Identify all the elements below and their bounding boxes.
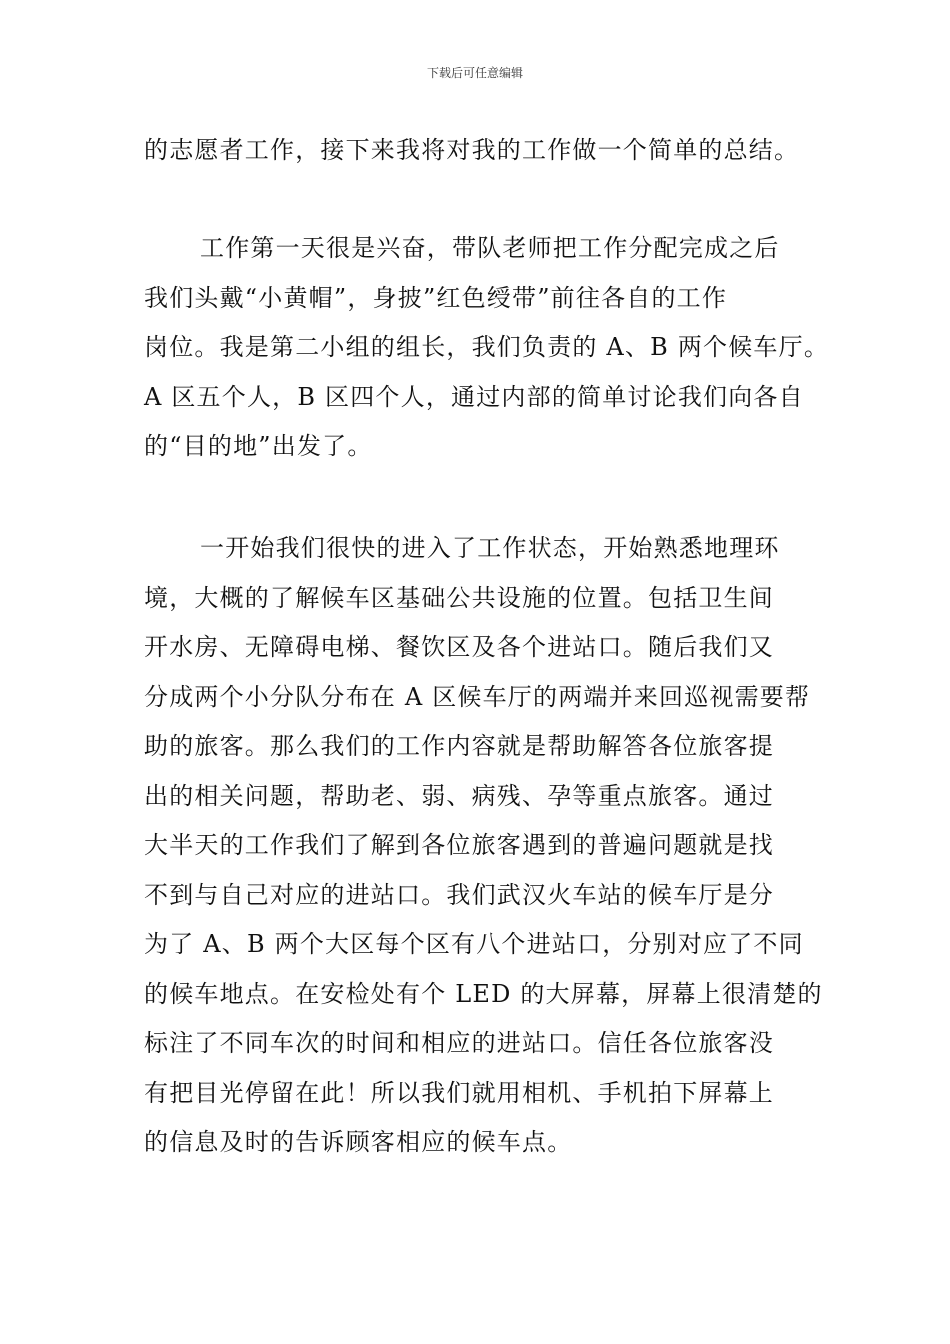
paragraph-line: 的候车地点。在安检处有个 LED 的大屏幕，屏幕上很清楚的 bbox=[144, 979, 823, 1008]
paragraph-line: 的“目的地”出发了。 bbox=[144, 432, 373, 460]
paragraph-line: 有把目光停留在此！所以我们就用相机、手机拍下屏幕上 bbox=[144, 1078, 774, 1107]
paragraph-line: 出的相关问题，帮助老、弱、病残、孕等重点旅客。通过 bbox=[144, 781, 774, 810]
paragraph-line: 大半天的工作我们了解到各位旅客遇到的普遍问题就是找 bbox=[144, 831, 774, 859]
paragraph-1 bbox=[144, 126, 816, 176]
paragraph-line: 境，大概的了解候车区基础公共设施的位置。包括卫生间 bbox=[144, 583, 774, 612]
paragraph-2 bbox=[144, 224, 830, 472]
paragraph-line: 开水房、无障碍电梯、餐饮区及各个进站口。随后我们又 bbox=[144, 633, 774, 661]
paragraph-line: 一开始我们很快的进入了工作状态，开始熟悉地理环 bbox=[200, 534, 780, 562]
paragraph-line: 为了 A、B 两个大区每个区有八个进站口，分别对应了不同 bbox=[144, 930, 804, 958]
paragraph-line: 分成两个小分队分布在 A 区候车厅的两端并来回巡视需要帮 bbox=[144, 682, 811, 711]
paragraph-line: A 区五个人，B 区四个人，通过内部的简单讨论我们向各自 bbox=[144, 382, 804, 411]
paragraph-line: 不到与自己对应的进站口。我们武汉火车站的候车厅是分 bbox=[144, 880, 774, 909]
paragraph-line: 标注了不同车次的时间和相应的进站口。信任各位旅客没 bbox=[144, 1029, 774, 1057]
paragraph-line: 岗位。我是第二小组的组长，我们负责的 A、B 两个候车厅。 bbox=[144, 333, 830, 361]
paragraph-line: 助的旅客。那么我们的工作内容就是帮助解答各位旅客提 bbox=[144, 732, 774, 760]
paragraph-line: 的信息及时的告诉顾客相应的候车点。 bbox=[144, 1128, 573, 1156]
paragraph-line: 我们头戴“小黄帽”，身披”红色绶带”前往各自的工作 bbox=[144, 283, 728, 312]
page-header: 下载后可任意编辑 bbox=[426, 66, 523, 80]
paragraph-line: 工作第一天很是兴奋，带队老师把工作分配完成之后 bbox=[200, 234, 780, 262]
paragraph-line: 的志愿者工作，接下来我将对我的工作做一个简单的总结。 bbox=[144, 136, 800, 164]
paragraph-3 bbox=[144, 524, 823, 1168]
